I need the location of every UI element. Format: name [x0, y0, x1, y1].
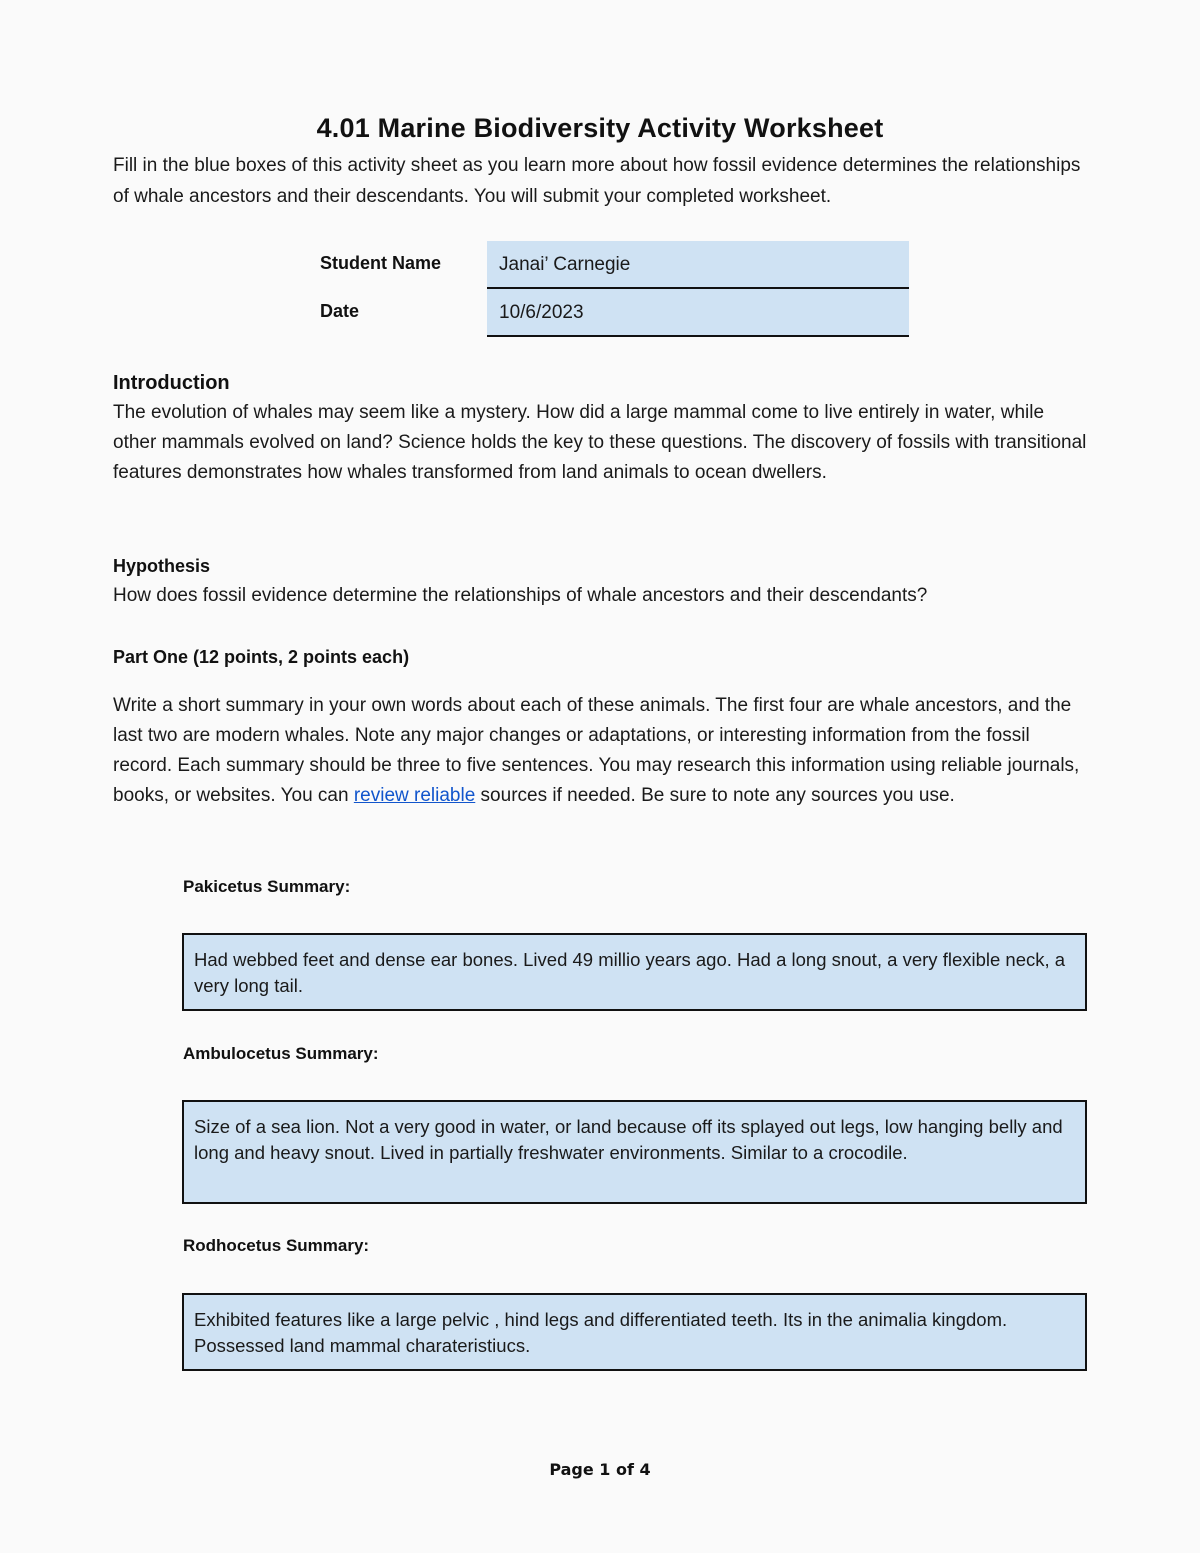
part-one-body-end: sources if needed. Be sure to note any sources you use. — [475, 785, 955, 806]
page-title: 4.01 Marine Biodiversity Activity Worksheet — [316, 113, 884, 143]
part-one-heading-wrap — [113, 642, 1088, 672]
pakicetus-summary-label: Pakicetus Summary: — [183, 877, 351, 896]
student-name-field[interactable] — [487, 241, 909, 289]
introduction-body: The evolution of whales may seem like a mystery. How did a large mammal come to live entirely in water, while other mammals evolved on land? Science holds the key to these questions. The discovery of fossils with transitional features demonstrates how whales transformed from land animals to ocean dwellers. — [113, 402, 1087, 483]
pakicetus-summary-box[interactable]: Had webbed feet and dense ear bones. Lived 49 millio years ago. Had a long snout, a very flexible neck, a very long tail. — [182, 933, 1087, 1011]
date-label: Date — [320, 301, 360, 321]
ambulocetus-summary-box[interactable]: Size of a sea lion. Not a very good in water, or land because off its splayed out legs, low hanging belly and long and heavy snout. Lived in partially freshwater environments. Similar to a crocodile. — [182, 1100, 1087, 1204]
date-row — [310, 289, 910, 337]
part-one-instructions — [113, 691, 1088, 811]
page-number: Page 1 of 4 — [549, 1460, 651, 1479]
part-one-body-start: Write a short summary in your own words about each of these animals. The first four are whale ancestors, and the last two are modern whales. Note any major changes or adaptations, or interesting information from the fossil record. Each summary should be three to five sentences. You may research this information using reliable journals, books, or websites. You can — [113, 695, 1080, 806]
student-name-row — [310, 241, 910, 289]
date-value: 10/6/2023 — [499, 302, 584, 323]
review-reliable-link[interactable]: review reliable — [353, 785, 476, 806]
introduction-section — [113, 368, 1088, 488]
date-field[interactable] — [487, 289, 909, 337]
hypothesis-section — [113, 551, 1088, 611]
hypothesis-body: How does fossil evidence determine the relationships of whale ancestors and their descendants? — [113, 585, 928, 606]
part-one-heading: Part One (12 points, 2 points each) — [113, 647, 410, 667]
student-name-label: Student Name — [320, 253, 442, 273]
student-name-value: Janai’ Carnegie — [499, 254, 631, 275]
hypothesis-heading: Hypothesis — [113, 556, 211, 576]
rodhocetus-summary-box[interactable]: Exhibited features like a large pelvic , hind legs and differentiated teeth. Its in the animalia kingdom. Possessed land mammal charateristiucs. — [182, 1293, 1087, 1371]
introduction-heading: Introduction — [113, 372, 230, 394]
student-info-table — [310, 241, 910, 337]
ambulocetus-summary-label: Ambulocetus Summary: — [183, 1044, 379, 1063]
instructions-text: Fill in the blue boxes of this activity sheet as you learn more about how fossil evidence determines the relationships of whale ancestors and their descendants. You will submit your completed worksheet. — [113, 155, 1081, 207]
rodhocetus-summary-label: Rodhocetus Summary: — [183, 1236, 370, 1255]
